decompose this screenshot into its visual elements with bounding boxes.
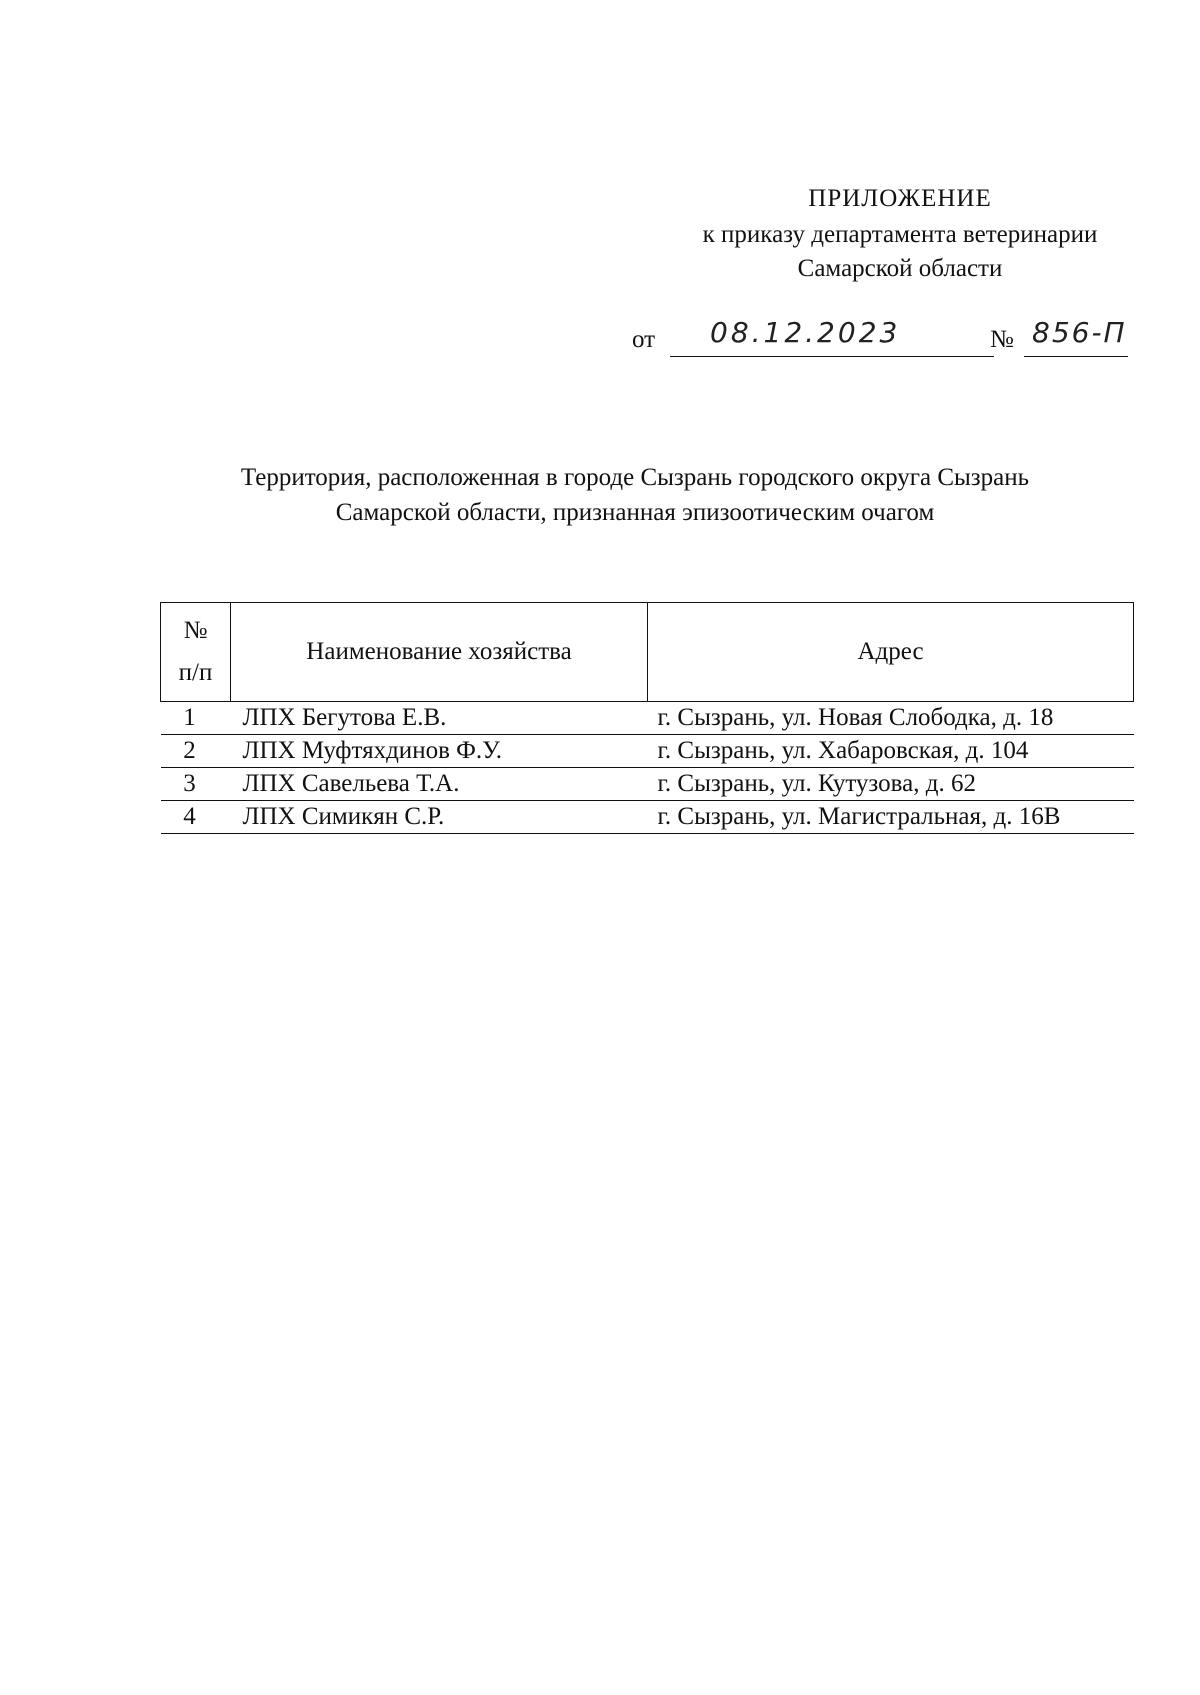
table-row xyxy=(161,768,1134,801)
row-address: г. Сызрань, ул. Магистральная, д. 16В xyxy=(648,801,1134,834)
annex-line-2 xyxy=(640,252,1160,286)
header-number-pp: п/п xyxy=(178,659,213,686)
title-line-2: Самарской области, признанная эпизоотическим очагом xyxy=(335,499,935,526)
annex-order-ref: к приказу департамента ветеринарии xyxy=(702,221,1098,248)
order-date-field xyxy=(670,316,994,357)
header-name: Наименование хозяйства xyxy=(231,603,648,702)
row-number: 2 xyxy=(161,735,231,768)
order-number-handwritten: 856-П xyxy=(1032,316,1127,349)
row-household-name: ЛПХ Бегутова Е.В. xyxy=(231,702,648,735)
order-date-handwritten: 08.12.2023 xyxy=(710,316,901,349)
row-number: 3 xyxy=(161,768,231,801)
row-number: 1 xyxy=(161,702,231,735)
row-address: г. Сызрань, ул. Кутузова, д. 62 xyxy=(648,768,1134,801)
annex-title: ПРИЛОЖЕНИЕ xyxy=(808,185,992,212)
row-number: 4 xyxy=(161,801,231,834)
row-household-name: ЛПХ Симикян С.Р. xyxy=(231,801,648,834)
row-household-name: ЛПХ Муфтяхдинов Ф.У. xyxy=(231,735,648,768)
households-table xyxy=(160,602,1134,834)
row-address: г. Сызрань, ул. Новая Слободка, д. 18 xyxy=(648,702,1134,735)
annex-line-1 xyxy=(640,218,1160,252)
annex-heading xyxy=(640,182,1160,216)
row-household-name: ЛПХ Савельева Т.А. xyxy=(231,768,648,801)
table-row xyxy=(161,735,1134,768)
order-date-number-line xyxy=(632,316,1152,362)
row-address: г. Сызрань, ул. Хабаровская, д. 104 xyxy=(648,735,1134,768)
order-number-field xyxy=(1024,316,1128,357)
order-number-label: № xyxy=(990,326,1014,353)
table-header-row xyxy=(161,603,1134,702)
document-title xyxy=(150,460,1120,530)
header-number-sign: № xyxy=(183,617,208,644)
header-number xyxy=(161,603,231,702)
header-address: Адрес xyxy=(648,603,1134,702)
table-row xyxy=(161,801,1134,834)
annex-region: Самарской области xyxy=(797,255,1003,282)
table-row xyxy=(161,702,1134,735)
title-line-1: Территория, расположенная в городе Сызрань городского округа Сызрань xyxy=(240,464,1030,491)
order-from-label: от xyxy=(632,326,656,353)
